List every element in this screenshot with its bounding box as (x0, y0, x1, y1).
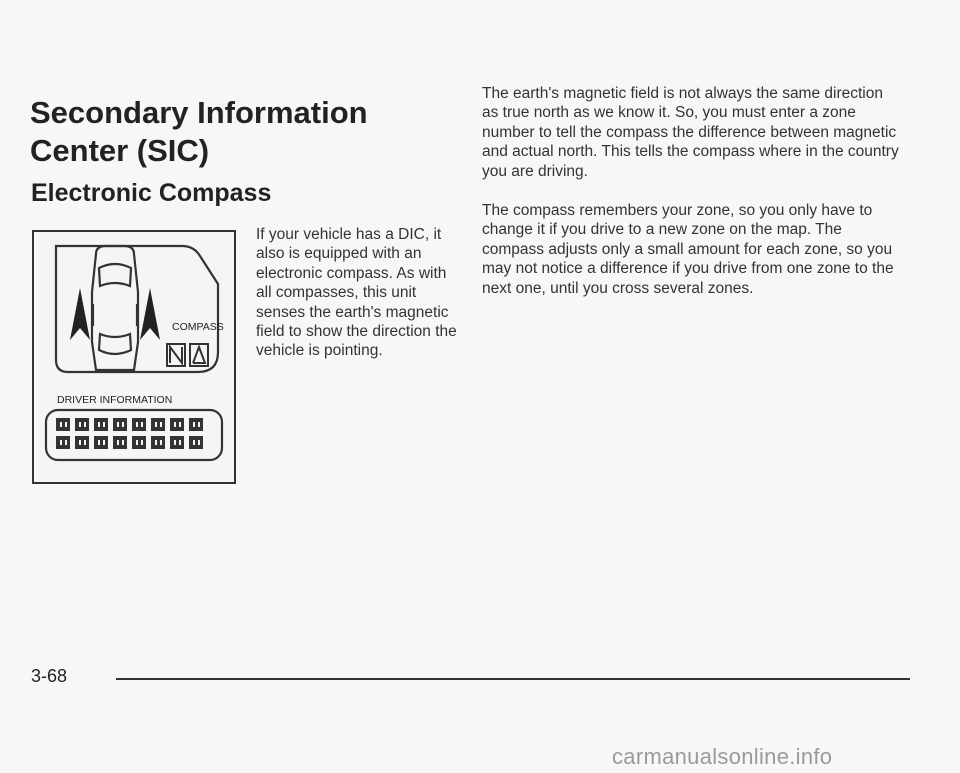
intro-paragraph: If your vehicle has a DIC, it also is equipped with an electronic compass. As with all compasses, this unit senses the earth's magnetic field to show the direction the vehicle is pointing. (256, 226, 457, 360)
compass-display-illustration (32, 230, 236, 484)
arrow-indicator-icon (70, 288, 160, 340)
compass-display-drawing (34, 232, 234, 482)
compass-segment-icon (167, 344, 208, 366)
car-outline-icon (92, 246, 138, 370)
watermark-link[interactable]: carmanualsonline.info (612, 744, 833, 769)
footer-divider (116, 678, 910, 680)
subsection-title: Electronic Compass (31, 179, 272, 207)
page-number: 3-68 (31, 666, 68, 686)
driver-information-label: DRIVER INFORMATION (57, 394, 173, 406)
zone-paragraph: The earth's magnetic field is not always the same direction as true north as we know it. So, you must enter a zone number to tell the compass the difference between magnetic and actual north. This tells the compass where in the country you are driving. (482, 85, 899, 180)
zone-memory-paragraph: The compass remembers your zone, so you only have to change it if you drive to a new zone on the map. The compass adjusts only a small amount for each zone, so you may not notice a difference if you drive from one zone to the next one, until you cross several zones. (482, 202, 894, 297)
section-title: Secondary Information Center (SIC) (30, 95, 368, 168)
info-display-strip (46, 410, 222, 460)
compass-label: COMPASS (172, 321, 224, 333)
